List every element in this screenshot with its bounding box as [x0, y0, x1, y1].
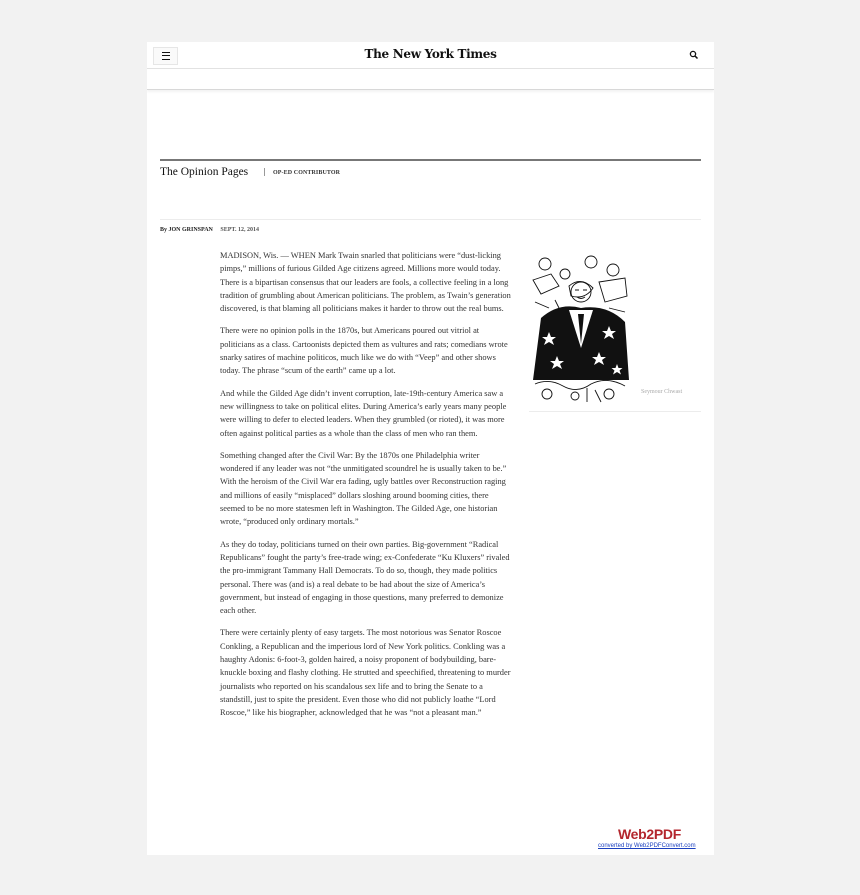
article-paragraph: As they do today, politicians turned on their own parties. Big-government “Radical Republicans” fought the party’s free-trade wing; ex-Confederate “Ku Kluxers” rivaled the pro-immigrant Tammany Hall Democrats. To do so, though, they made politics personal. There was (and is) a real debate to be had about the size of America’s government, but instead of engaging in those questions, many preferred to demonize each other.: [220, 539, 510, 616]
web2pdf-logo-pdf: PDF: [653, 826, 681, 842]
article-paragraph: There were certainly plenty of easy targets. The most notorious was Senator Roscoe Conkling, a Republican and the imperious lord of New York politics. Conkling was a haughty Adonis: 6-foot-3, golden haired, a noisy proponent of bodybuilding, bare-knuckle boxing and flashy clothing. He strutted and speechified, threatening to murder journalists who reported on his scandalous sex life and to bring the Senate to a standstill, just to spite the president. Even those who did not publicly loathe “Lord Roscoe,” like his biographer, acknowledged that he was “not a pleasant man.”: [220, 628, 511, 718]
article-paragraph: MADISON, Wis. — WHEN Mark Twain snarled that politicians were “dust-licking pimps,” millions of furious Gilded Age citizens agreed. Millions more would today. There is a bipartisan consensus that our leaders are fools, a collective feeling in a long tradition of grumbling about American politicians. The problem, as Twain’s generation discovered, is that blaming all politicians makes it harder to throw out the real bums.: [220, 251, 511, 314]
article-paragraph: There were no opinion polls in the 1870s, but Americans poured out vitriol at politicians as a class. Cartoonists depicted them as vultures and rats; comedians wrote snarky satires of machine politicos, much like we do with “Veep” and other shows today. The phrase “scum of the earth” came up a lot.: [220, 326, 508, 376]
search-icon[interactable]: [688, 49, 700, 61]
top-navigation-bar: [147, 42, 714, 69]
byline: [160, 227, 259, 233]
article-illustration[interactable]: [529, 252, 632, 403]
converter-link[interactable]: converted by Web2PDFConvert.com: [598, 843, 696, 849]
nyt-logo[interactable]: The New York Times: [364, 47, 497, 61]
byline-author: By JON GRINSPAN: [160, 227, 213, 233]
article-page: [147, 42, 714, 854]
section-separator: [264, 168, 265, 176]
illustration-credit: Seymour Chwast: [641, 389, 683, 395]
web2pdf-logo-web: Web2: [618, 826, 654, 842]
converter-footer: [147, 826, 714, 855]
byline-date: SEPT. 12, 2014: [220, 227, 259, 233]
section-header: [160, 159, 701, 178]
article-paragraph: Something changed after the Civil War: By the 1870s one Philadelphia writer wondered if any leader was not “the unmitigated scoundrel he is usually taken to be.” With the heroism of the Civil War era fading, ugly battles over Reconstruction raging and millions of easily “misplaced” dollars sloshing around booming cities, there seemed to be no more statesmen left in Washington. The Gilded Age, one historian wrote, “produced only ordinary mortals.”: [220, 450, 507, 527]
article-body: [220, 249, 512, 729]
byline-divider: [160, 219, 701, 220]
article-paragraph: And while the Gilded Age didn’t invent corruption, late-19th-century America saw a new willingness to take on political elites. During America’s early years many people were willing to defer to elected leaders. When they grumbled (or rioted), it was more often against political parties as a whole than the class of men who ran them.: [220, 388, 507, 438]
web2pdf-logo[interactable]: [618, 826, 681, 842]
section-title[interactable]: The Opinion Pages: [160, 166, 249, 178]
secondary-navigation-bar: [147, 69, 714, 90]
figure-divider: [529, 411, 701, 412]
section-label[interactable]: OP-ED CONTRIBUTOR: [273, 170, 341, 176]
